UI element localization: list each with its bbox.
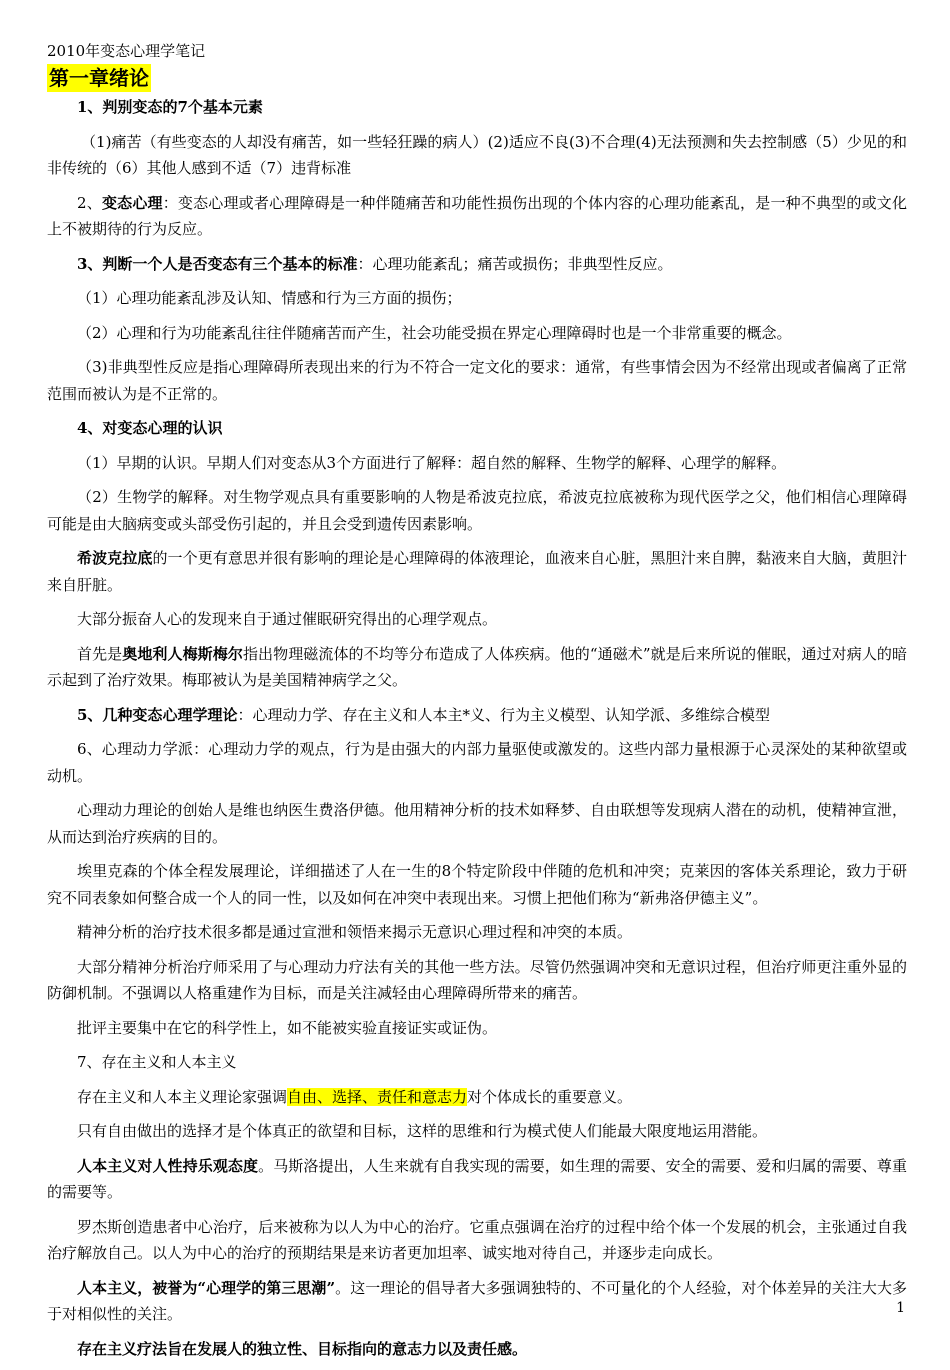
paragraph: 大部分精神分析治疗师采用了与心理动力疗法有关的其他一些方法。尽管仍然强调冲突和无意识过程，但治疗师更注重外显的防御机制。不强调以人格重建作为目标，而是关注减轻由心理障碍所带来的痛苦。	[47, 957, 907, 1002]
paragraph: 心理动力理论的创始人是维也纳医生费洛伊德。他用精神分析的技术如释梦、自由联想等发现病人潜在的动机，使精神宣泄，从而达到治疗疾病的目的。	[47, 801, 907, 846]
paragraph: 罗杰斯创造患者中心治疗，后来被称为以人为中心的治疗。它重点强调在治疗的过程中给个体一个发展的机会，主张通过自我治疗解放自己。以人为中心的治疗的预期结果是来访者更加坦率、诚实地对待自己，并逐步走向成长。	[47, 1217, 907, 1262]
paragraph: 2、变态心理：变态心理或者心理障碍是一种伴随痛苦和功能性损伤出现的个体内容的心理功能紊乱，是一种不典型的或文化上不被期待的行为反应。	[47, 193, 907, 238]
page-number: 1	[896, 1300, 905, 1316]
paragraph: 3、判断一个人是否变态有三个基本的标准：心理功能紊乱；痛苦或损伤；非典型性反应。	[77, 254, 673, 273]
paragraph: （2）心理和行为功能紊乱往往伴随痛苦而产生，社会功能受损在界定心理障碍时也是一个非常重要的概念。	[77, 323, 792, 342]
paragraph: 首先是奥地利人梅斯梅尔指出物理磁流体的不均等分布造成了人体疾病。他的“通磁术”就是后来所说的催眠，通过对病人的暗示起到了治疗效果。梅耶被认为是美国精神病学之父。	[47, 644, 907, 689]
paragraph: 存在主义疗法旨在发展人的独立性、目标指向的意志力以及责任感。	[77, 1339, 528, 1358]
paragraph: 精神分析的治疗技术很多都是通过宣泄和领悟来揭示无意识心理过程和冲突的本质。	[77, 923, 633, 941]
paragraph: 埃里克森的个体全程发展理论，详细描述了人在一生的8个特定阶段中伴随的危机和冲突；克莱因的客体关系理论，致力于研究不同表象如何整合成一个人的同一性，以及如何在冲突中表现出来。习惯上把他们称为“新弗洛伊德主义”。	[47, 862, 907, 907]
paragraph: 只有自由做出的选择才是个体真正的欲望和目标，这样的思维和行为模式使人们能最大限度地运用潜能。	[77, 1122, 768, 1140]
paragraph: 人本主义，被誉为“心理学的第三思潮”。这一理论的倡导者大多强调独特的、不可量化的个人经验，对个体差异的关注大大多于对相似性的关注。	[47, 1278, 907, 1323]
paragraph: 1、判别变态的7个基本元素	[77, 98, 263, 116]
paragraph: 人本主义对人性持乐观态度。马斯洛提出，人生来就有自我实现的需要，如生理的需要、安全的需要、爱和归属的需要、尊重的需要等。	[47, 1156, 907, 1201]
paragraph: 大部分振奋人心的发现来自于通过催眠研究得出的心理学观点。	[77, 610, 498, 628]
paragraph: 批评主要集中在它的科学性上，如不能被实验直接证实或证伪。	[77, 1018, 498, 1037]
document-title: 2010年变态心理学笔记	[47, 42, 206, 60]
chapter-heading: 第一章绪论	[49, 66, 149, 90]
paragraph: 希波克拉底的一个更有意思并很有影响的理论是心理障碍的体液理论，血液来自心脏，黑胆汁来自脾，黏液来自大脑，黄胆汁来自肝脏。	[47, 549, 907, 594]
paragraph: （1)痛苦（有些变态的人却没有痛苦，如一些轻狂躁的病人）(2)适应不良(3)不合理(4)无法预测和失去控制感（5）少见的和非传统的（6）其他人感到不适（7）违背标准	[47, 132, 907, 177]
paragraph: （1）心理功能紊乱涉及认知、情感和行为三方面的损伤；	[77, 289, 462, 307]
paragraph: 存在主义和人本主义理论家强调自由、选择、责任和意志力对个体成长的重要意义。	[77, 1087, 633, 1106]
paragraph: （3)非典型性反应是指心理障碍所表现出来的行为不符合一定文化的要求：通常，有些事情会因为不经常出现或者偏离了正常范围而被认为是不正常的。	[47, 358, 907, 403]
paragraph: 7、存在主义和人本主义	[77, 1053, 237, 1071]
paragraph: （2）生物学的解释。对生物学观点具有重要影响的人物是希波克拉底，希波克拉底被称为现代医学之父，他们相信心理障碍可能是由大脑病变或头部受伤引起的，并且会受到遗传因素影响。	[47, 488, 907, 533]
highlighted-text: 自由、选择、责任和意志力	[287, 1087, 468, 1106]
paragraph: （1）早期的认识。早期人们对变态从3个方面进行了解释：超自然的解释、生物学的解释、心理学的解释。	[77, 453, 787, 472]
paragraph: 5、几种变态心理学理论：心理动力学、存在主义和人本主*义、行为主义模型、认知学派、多维综合模型	[77, 705, 770, 724]
paragraph: 6、心理动力学派：心理动力学的观点，行为是由强大的内部力量驱使或激发的。这些内部力量根源于心灵深处的某种欲望或动机。	[47, 740, 907, 785]
document-page	[47, 40, 907, 1370]
paragraph: 4、对变态心理的认识	[77, 419, 223, 437]
